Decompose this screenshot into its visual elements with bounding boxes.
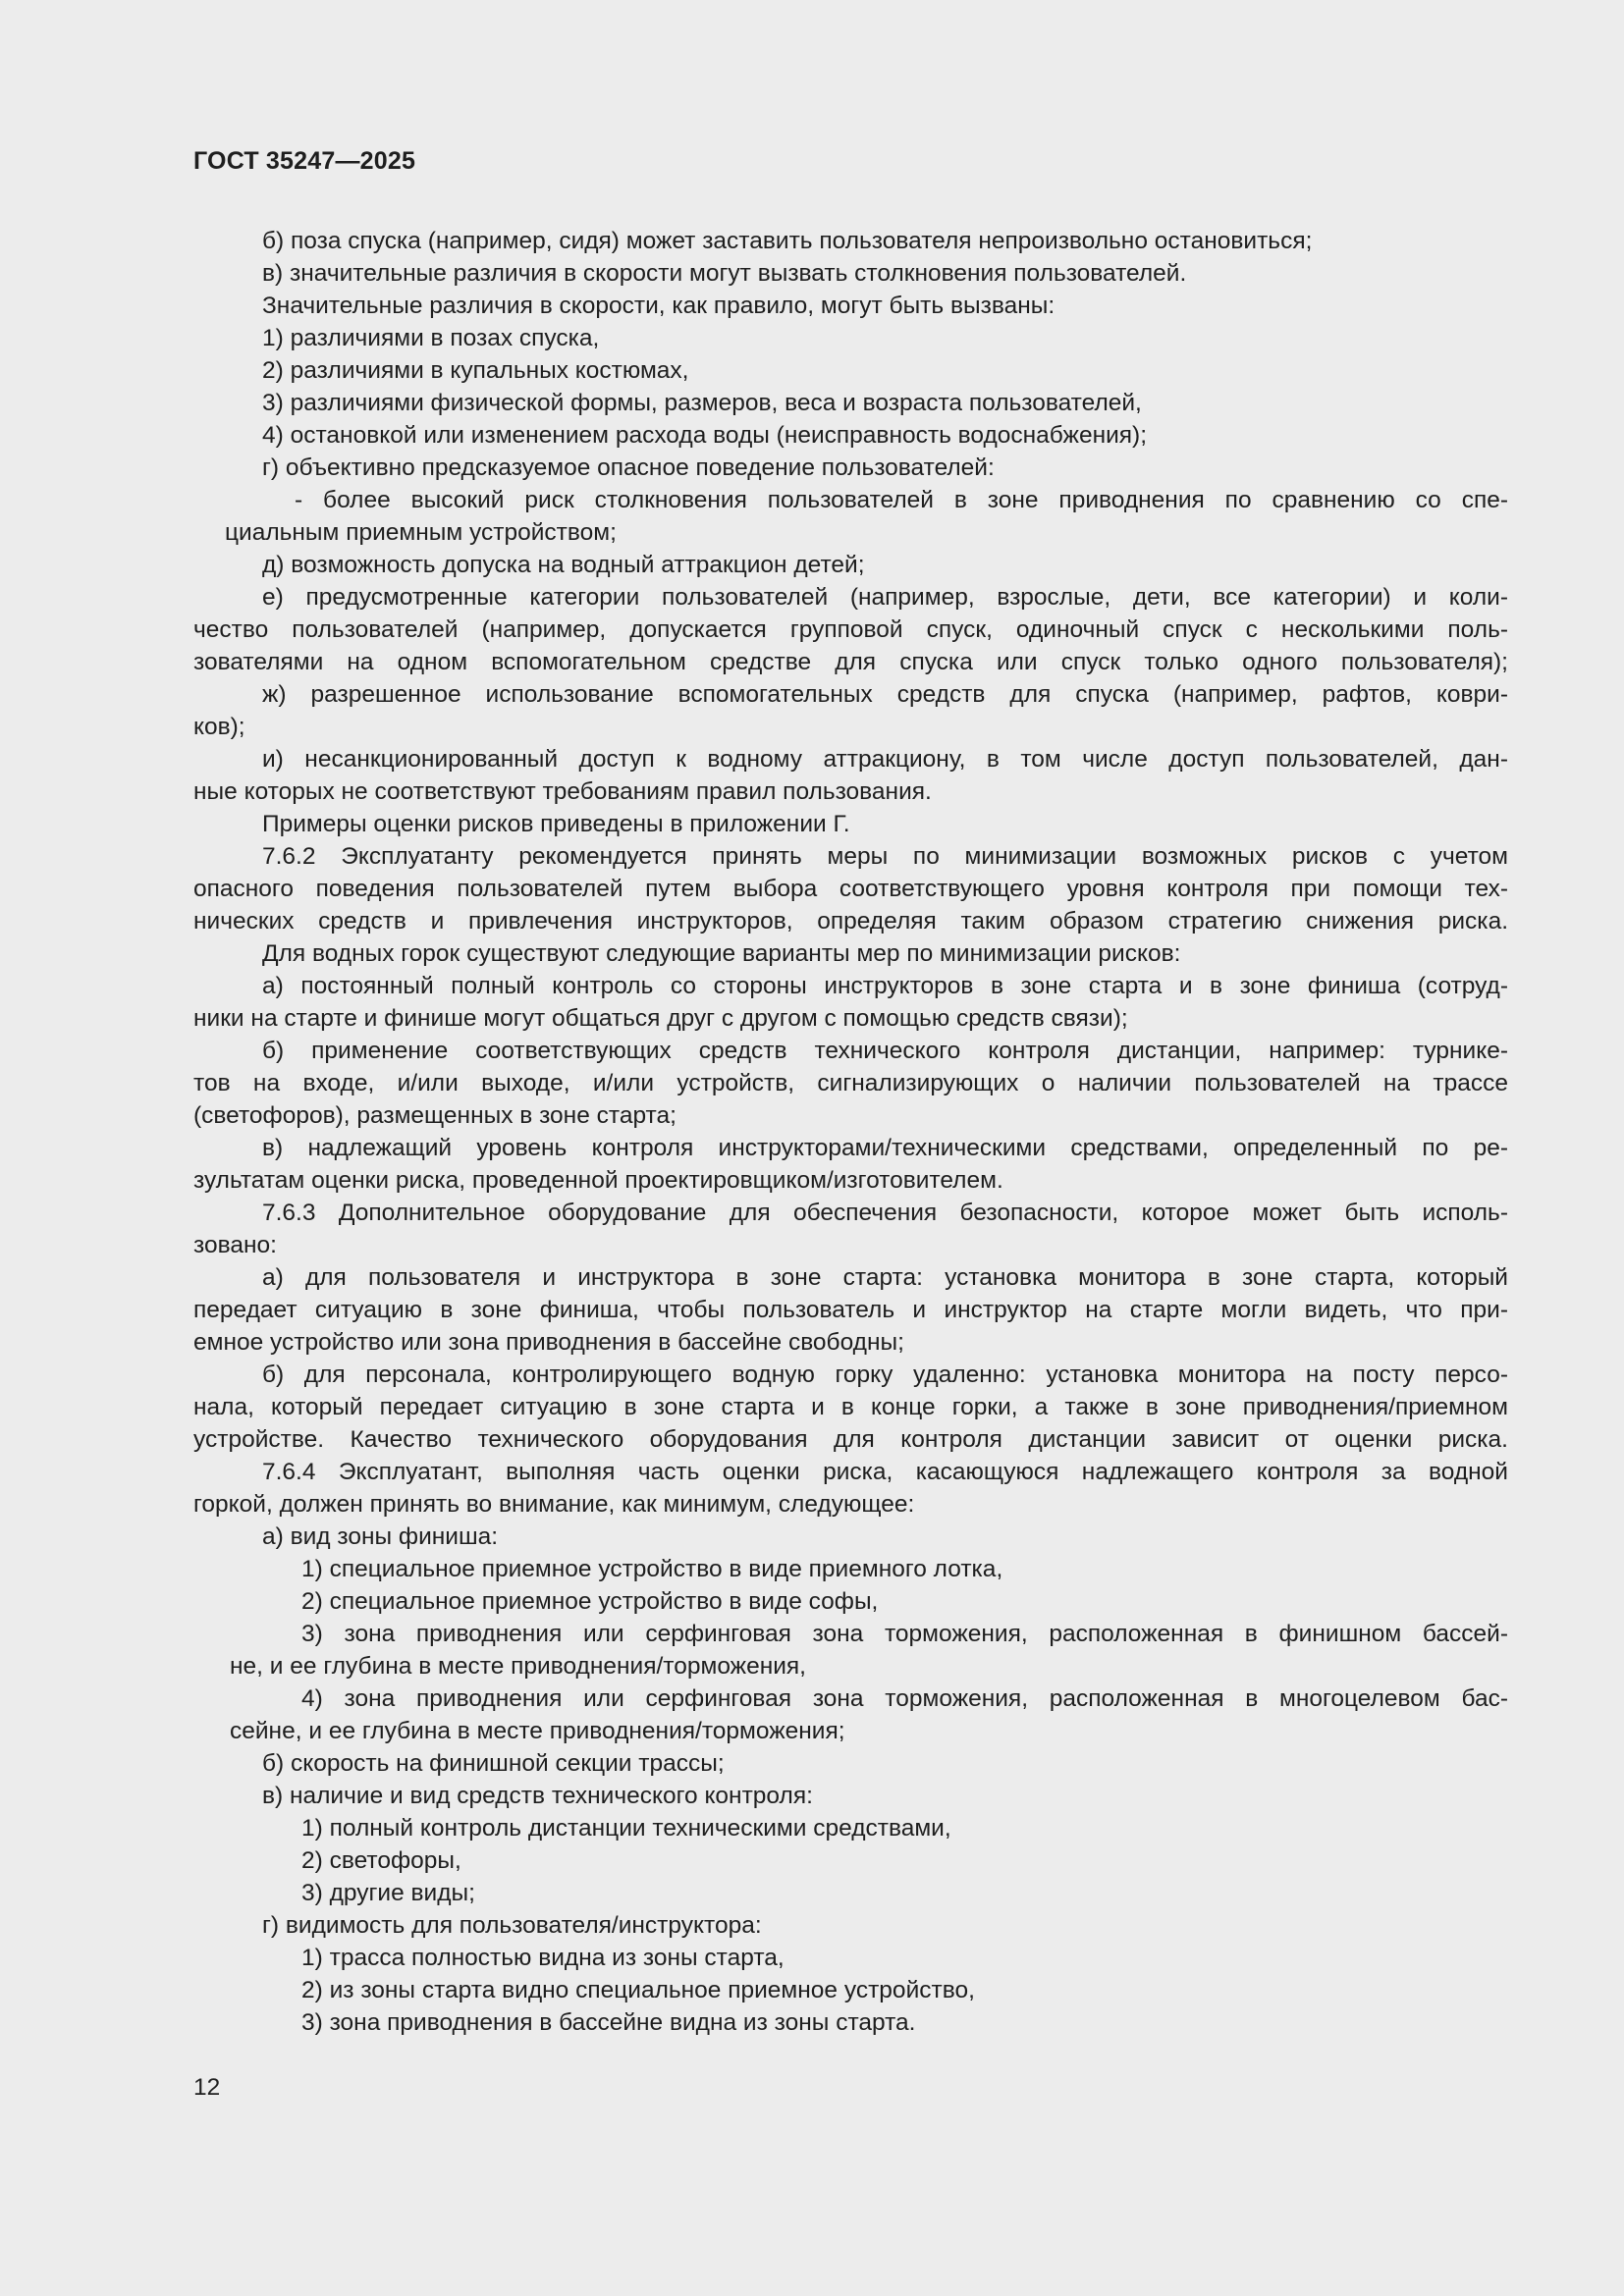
text-line: 3) другие виды;	[301, 1880, 475, 1906]
standard-header: ГОСТ 35247—2025	[193, 147, 416, 175]
text-line: б) для персонала, контролирующего водную горку удаленно: установка монитора на посту персо-	[262, 1362, 1508, 1388]
text-line: 1) полный контроль дистанции техническими средствами,	[301, 1815, 951, 1842]
text-line: устройстве. Качество технического оборудования для контроля дистанции зависит от оценки риска.	[193, 1426, 1508, 1453]
text-line: нала, который передает ситуацию в зоне старта и в конце горки, а также в зоне приводнения/приемном	[193, 1394, 1508, 1420]
text-line: передает ситуацию в зоне финиша, чтобы пользователь и инструктор на старте могли видеть, что при-	[193, 1297, 1508, 1323]
text-line: г) видимость для пользователя/инструктора:	[262, 1912, 762, 1939]
text-line: в) значительные различия в скорости могут вызвать столкновения пользователей.	[262, 260, 1187, 287]
text-line: 3) зона приводнения в бассейне видна из зоны старта.	[301, 2009, 916, 2036]
text-line: тов на входе, и/или выходе, и/или устройств, сигнализирующих о наличии пользователей на трассе	[193, 1070, 1508, 1096]
text-line: зультатам оценки риска, проведенной проектировщиком/изготовителем.	[193, 1167, 1003, 1194]
text-line: 1) различиями в позах спуска,	[262, 325, 600, 351]
text-line: зователями на одном вспомогательном средстве для спуска или спуск только одного пользователя);	[193, 649, 1508, 675]
text-line: 2) светофоры,	[301, 1847, 461, 1874]
text-line: емное устройство или зона приводнения в бассейне свободны;	[193, 1329, 904, 1356]
text-line: д) возможность допуска на водный аттракцион детей;	[262, 552, 865, 578]
text-line: 3) зона приводнения или серфинговая зона торможения, расположенная в финишном бассей-	[301, 1621, 1508, 1647]
text-line: ков);	[193, 714, 245, 740]
text-line: 4) остановкой или изменением расхода воды (неисправность водоснабжения);	[262, 422, 1148, 449]
text-line: горкой, должен принять во внимание, как минимум, следующее:	[193, 1491, 915, 1518]
text-line: г) объективно предсказуемое опасное поведение пользователей:	[262, 454, 995, 481]
text-line: 4) зона приводнения или серфинговая зона торможения, расположенная в многоцелевом бас-	[301, 1685, 1508, 1712]
text-line: (светофоров), размещенных в зоне старта;	[193, 1102, 677, 1129]
document-body	[193, 225, 1508, 2039]
text-line: циальным приемным устройством;	[225, 519, 617, 546]
text-line: б) поза спуска (например, сидя) может заставить пользователя непроизвольно остановиться;	[262, 228, 1313, 254]
text-line: ные которых не соответствуют требованиям правил пользования.	[193, 778, 932, 805]
text-line: 1) трасса полностью видна из зоны старта,	[301, 1945, 785, 1971]
text-line: опасного поведения пользователей путем выбора соответствующего уровня контроля при помощи тех-	[193, 876, 1508, 902]
text-line: и) несанкционированный доступ к водному аттракциону, в том числе доступ пользователей, дан-	[262, 746, 1508, 773]
text-line: 2) из зоны старта видно специальное приемное устройство,	[301, 1977, 975, 2003]
page-number: 12	[193, 2074, 221, 2101]
text-line: сейне, и ее глубина в месте приводнения/торможения;	[230, 1718, 845, 1744]
text-line: б) применение соответствующих средств технического контроля дистанции, например: турнике-	[262, 1038, 1508, 1064]
text-line: 7.6.2 Эксплуатанту рекомендуется принять меры по минимизации возможных рисков с учетом	[262, 843, 1508, 870]
text-line: а) постоянный полный контроль со стороны инструкторов в зоне старта и в зоне финиша (сотруд-	[262, 973, 1508, 999]
text-line: 2) различиями в купальных костюмах,	[262, 357, 689, 384]
text-line: нических средств и привлечения инструкторов, определяя таким образом стратегию снижения риска.	[193, 908, 1508, 934]
text-line: Значительные различия в скорости, как правило, могут быть вызваны:	[262, 293, 1056, 319]
text-line: ж) разрешенное использование вспомогательных средств для спуска (например, рафтов, коври-	[262, 681, 1508, 708]
text-line: 2) специальное приемное устройство в виде софы,	[301, 1588, 879, 1615]
text-line: 7.6.3 Дополнительное оборудование для обеспечения безопасности, которое может быть исполь-	[262, 1200, 1508, 1226]
text-line: 7.6.4 Эксплуатант, выполняя часть оценки риска, касающуюся надлежащего контроля за водной	[262, 1459, 1508, 1485]
text-line: зовано:	[193, 1232, 277, 1258]
text-line: б) скорость на финишной секции трассы;	[262, 1750, 725, 1777]
text-line: е) предусмотренные категории пользователей (например, взрослые, дети, все категории) и коли-	[262, 584, 1508, 611]
text-line: Примеры оценки рисков приведены в приложении Г.	[262, 811, 850, 837]
text-line: 1) специальное приемное устройство в виде приемного лотка,	[301, 1556, 1003, 1582]
text-line: ники на старте и финише могут общаться друг с другом с помощью средств связи);	[193, 1005, 1128, 1032]
text-line: - более высокий риск столкновения пользователей в зоне приводнения по сравнению со спе-	[295, 487, 1508, 513]
text-line: не, и ее глубина в месте приводнения/торможения,	[230, 1653, 806, 1680]
text-line: в) наличие и вид средств технического контроля:	[262, 1783, 813, 1809]
text-line: чество пользователей (например, допускается групповой спуск, одиночный спуск с несколькими поль-	[193, 616, 1508, 643]
text-line: 3) различиями физической формы, размеров, веса и возраста пользователей,	[262, 390, 1142, 416]
text-line: а) вид зоны финиша:	[262, 1523, 499, 1550]
text-line: а) для пользователя и инструктора в зоне старта: установка монитора в зоне старта, который	[262, 1264, 1508, 1291]
text-line: в) надлежащий уровень контроля инструкторами/техническими средствами, определенный по ре-	[262, 1135, 1508, 1161]
text-line: Для водных горок существуют следующие варианты мер по минимизации рисков:	[262, 940, 1181, 967]
